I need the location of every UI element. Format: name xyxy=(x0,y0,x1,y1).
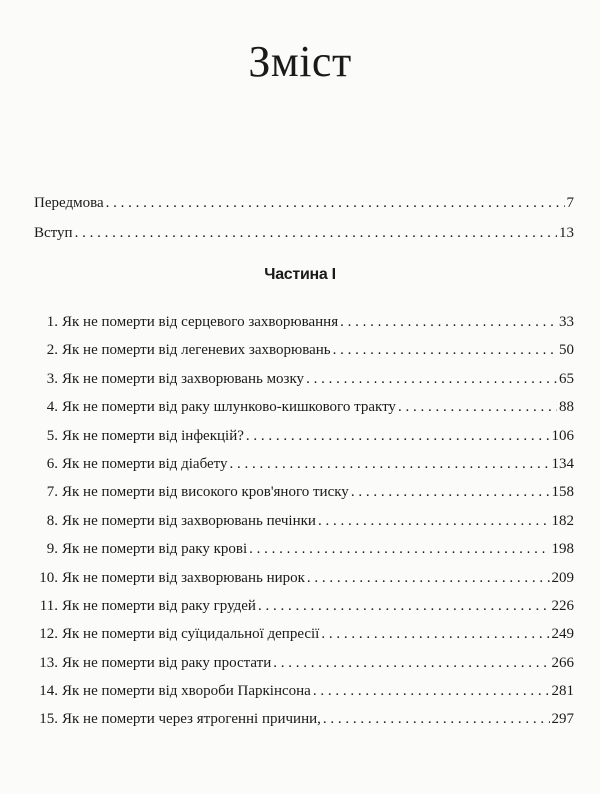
chapter-number: 1. xyxy=(46,314,58,330)
entry-page-number: 50 xyxy=(559,342,574,359)
toc-entry-chapter-2 xyxy=(34,336,574,364)
entry-page-number: 158 xyxy=(551,484,574,501)
entry-page-number: 266 xyxy=(551,654,574,671)
front-matter-list xyxy=(34,188,574,248)
chapter-number: 6. xyxy=(46,455,58,472)
dot-leader xyxy=(321,620,549,648)
entry-page-number: 33 xyxy=(559,314,574,330)
dot-leader xyxy=(306,365,557,393)
chapter-number: 8. xyxy=(46,512,58,529)
entry-page-number: 209 xyxy=(551,569,574,586)
chapter-number: 15. xyxy=(39,711,58,728)
chapter-title: Як не померти від серцевого захворювання xyxy=(62,314,339,330)
dot-leader xyxy=(333,336,557,364)
toc-entry-chapter-6 xyxy=(34,450,574,478)
page-title: Зміст xyxy=(248,37,352,86)
toc-entry-chapter-3 xyxy=(34,365,574,393)
toc-entry-chapter-15 xyxy=(34,705,574,733)
entry-page-number: 297 xyxy=(551,711,574,728)
chapter-list xyxy=(34,308,574,734)
chapter-title: Як не померти від раку шлунково-кишкового тракту xyxy=(62,399,396,416)
toc-entry-chapter-4 xyxy=(34,393,574,421)
dot-leader xyxy=(307,564,550,592)
toc-entry-introduction xyxy=(34,218,574,248)
entry-page-number: 249 xyxy=(551,626,574,643)
chapter-title: Як не померти від раку грудей xyxy=(62,597,256,614)
entry-page-number: 13 xyxy=(559,225,574,241)
chapter-number: 7. xyxy=(46,484,58,501)
dot-leader xyxy=(75,218,557,248)
entry-page-number: 65 xyxy=(559,370,574,387)
chapter-title: Як не померти від високого кров'яного тиску xyxy=(62,484,349,501)
toc-entry-chapter-7 xyxy=(34,478,574,506)
toc-entry-chapter-9 xyxy=(34,535,574,563)
chapter-number: 3. xyxy=(46,370,58,387)
dot-leader xyxy=(273,649,549,677)
chapter-title: Як не померти від суїцидальної депресії xyxy=(62,626,320,643)
dot-leader xyxy=(258,592,550,620)
toc-entry-chapter-10 xyxy=(34,564,574,592)
toc-entry-chapter-8 xyxy=(34,507,574,535)
entry-page-number: 198 xyxy=(551,541,574,558)
toc-entry-chapter-11 xyxy=(34,592,574,620)
dot-leader xyxy=(398,393,557,421)
entry-page-number: 106 xyxy=(551,427,574,444)
entry-page-number: 134 xyxy=(551,455,574,472)
toc-entry-chapter-1 xyxy=(34,308,574,336)
chapter-number: 11. xyxy=(39,597,58,614)
entry-page-number: 182 xyxy=(551,512,574,529)
toc-entry-chapter-14 xyxy=(34,677,574,705)
chapter-number: 5. xyxy=(46,427,58,444)
dot-leader xyxy=(249,535,549,563)
dot-leader xyxy=(318,507,550,535)
chapter-number: 10. xyxy=(39,569,58,586)
part-heading: Частина І xyxy=(264,266,336,283)
chapter-number: 4. xyxy=(46,399,58,416)
chapter-number: 2. xyxy=(46,342,58,359)
toc-entry-chapter-12 xyxy=(34,620,574,648)
toc-entry-preface xyxy=(34,188,574,218)
chapter-title: Як не померти від діабету xyxy=(62,455,228,472)
chapter-number: 13. xyxy=(39,654,58,671)
dot-leader xyxy=(230,450,550,478)
chapter-title: Як не померти від раку простати xyxy=(62,654,272,671)
chapter-number: 12. xyxy=(39,626,58,643)
chapter-title: Як не померти через ятрогенні причини, xyxy=(62,711,321,728)
entry-page-number: 226 xyxy=(551,597,574,614)
dot-leader xyxy=(323,705,550,733)
chapter-title: Як не померти від раку крові xyxy=(62,541,248,558)
chapter-title: Як не померти від захворювань нирок xyxy=(62,569,305,586)
dot-leader xyxy=(313,677,550,705)
dot-leader xyxy=(351,478,550,506)
toc-entry-chapter-13 xyxy=(34,649,574,677)
chapter-title: Як не померти від інфекцій? xyxy=(62,427,244,444)
chapter-number: 9. xyxy=(46,541,58,558)
entry-page-number: 7 xyxy=(566,195,574,211)
entry-label: Передмова xyxy=(34,195,104,211)
chapter-title: Як не померти від захворювань печінки xyxy=(62,512,316,529)
chapter-number: 14. xyxy=(39,683,58,700)
entry-label: Вступ xyxy=(34,225,73,241)
chapter-title: Як не померти від легеневих захворювань xyxy=(62,342,331,359)
toc-entry-chapter-5 xyxy=(34,422,574,450)
dot-leader xyxy=(246,422,550,450)
dot-leader xyxy=(106,188,565,218)
dot-leader xyxy=(340,308,557,336)
entry-page-number: 88 xyxy=(559,399,574,416)
chapter-title: Як не померти від захворювань мозку xyxy=(62,370,305,387)
chapter-title: Як не померти від хвороби Паркінсона xyxy=(62,683,311,700)
entry-page-number: 281 xyxy=(551,683,574,700)
